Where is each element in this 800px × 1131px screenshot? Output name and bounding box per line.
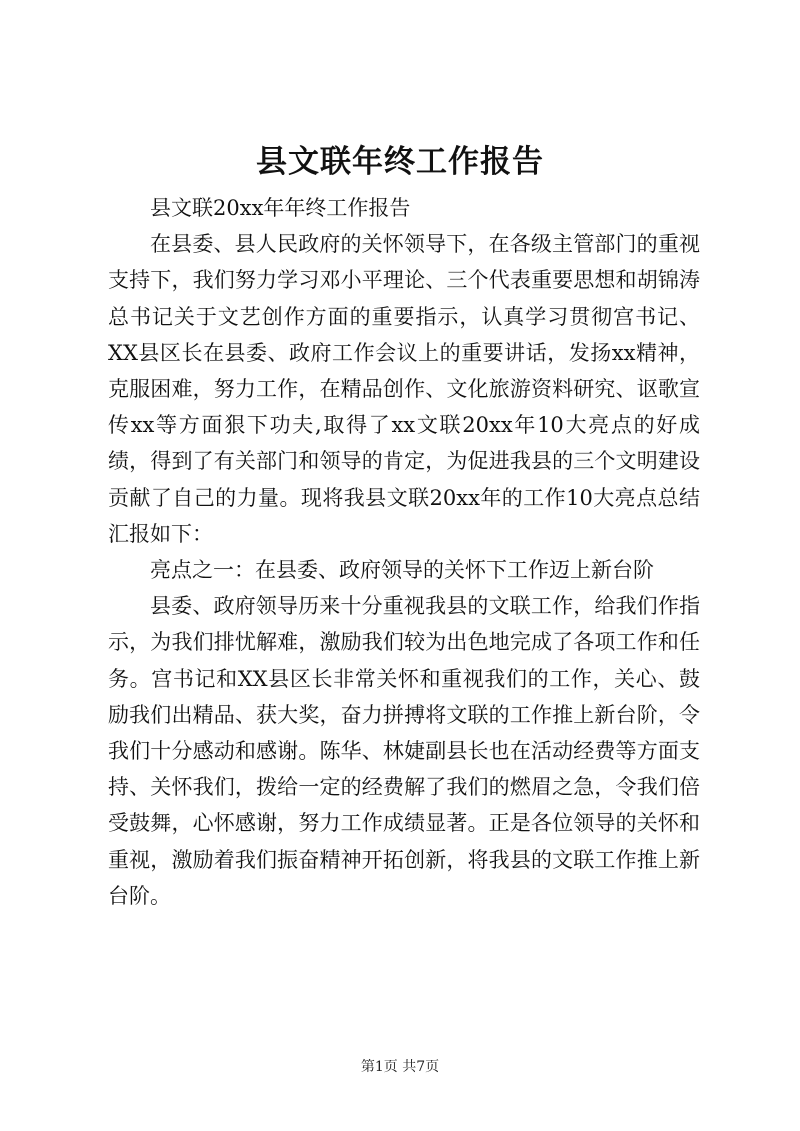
section-heading: 亮点之一：在县委、政府领导的关怀下工作迈上新台阶 — [150, 558, 654, 583]
document-title: 县文联年终工作报告 — [256, 144, 544, 180]
document-body — [108, 190, 700, 914]
subtitle-paragraph: 县文联20xx年年终工作报告 — [150, 196, 411, 220]
section-paragraph: 县委、政府领导历来十分重视我县的文联工作，给我们作指示，为我们排忧解难，激励我们较为出色地完成了各项工作和任务。宫书记和XX县区长非常关怀和重视我们的工作，关心、鼓励我们出精品、获大奖，奋力拼搏将文联的工作推上新台阶，令我们十分感动和感谢。陈华、林婕副县长也在活动经费等方面支持、关怀我们，拨给一定的经费解了我们的燃眉之急，令我们倍受鼓舞，心怀感谢，努力工作成绩显著。正是各位领导的关怀和重视，激励着我们振奋精神开拓创新，将我县的文联工作推上新台阶。 — [108, 594, 700, 908]
page-number: 第1页 共7页 — [360, 1059, 440, 1075]
intro-paragraph: 在县委、县人民政府的关怀领导下，在各级主管部门的重视支持下，我们努力学习邓小平理论、三个代表重要思想和胡锦涛总书记关于文艺创作方面的重要指示，认真学习贯彻宫书记、XX县区长在县委、政府工作会议上的重要讲话，发扬xx精神，克服困难，努力工作，在精品创作、文化旅游资料研究、讴歌宣传xx等方面狠下功夫,取得了xx文联20xx年10大亮点的好成绩，得到了有关部门和领导的肯定，为促进我县的三个文明建设贡献了自己的力量。现将我县文联20xx年的工作10大亮点总结汇报如下： — [108, 232, 700, 546]
